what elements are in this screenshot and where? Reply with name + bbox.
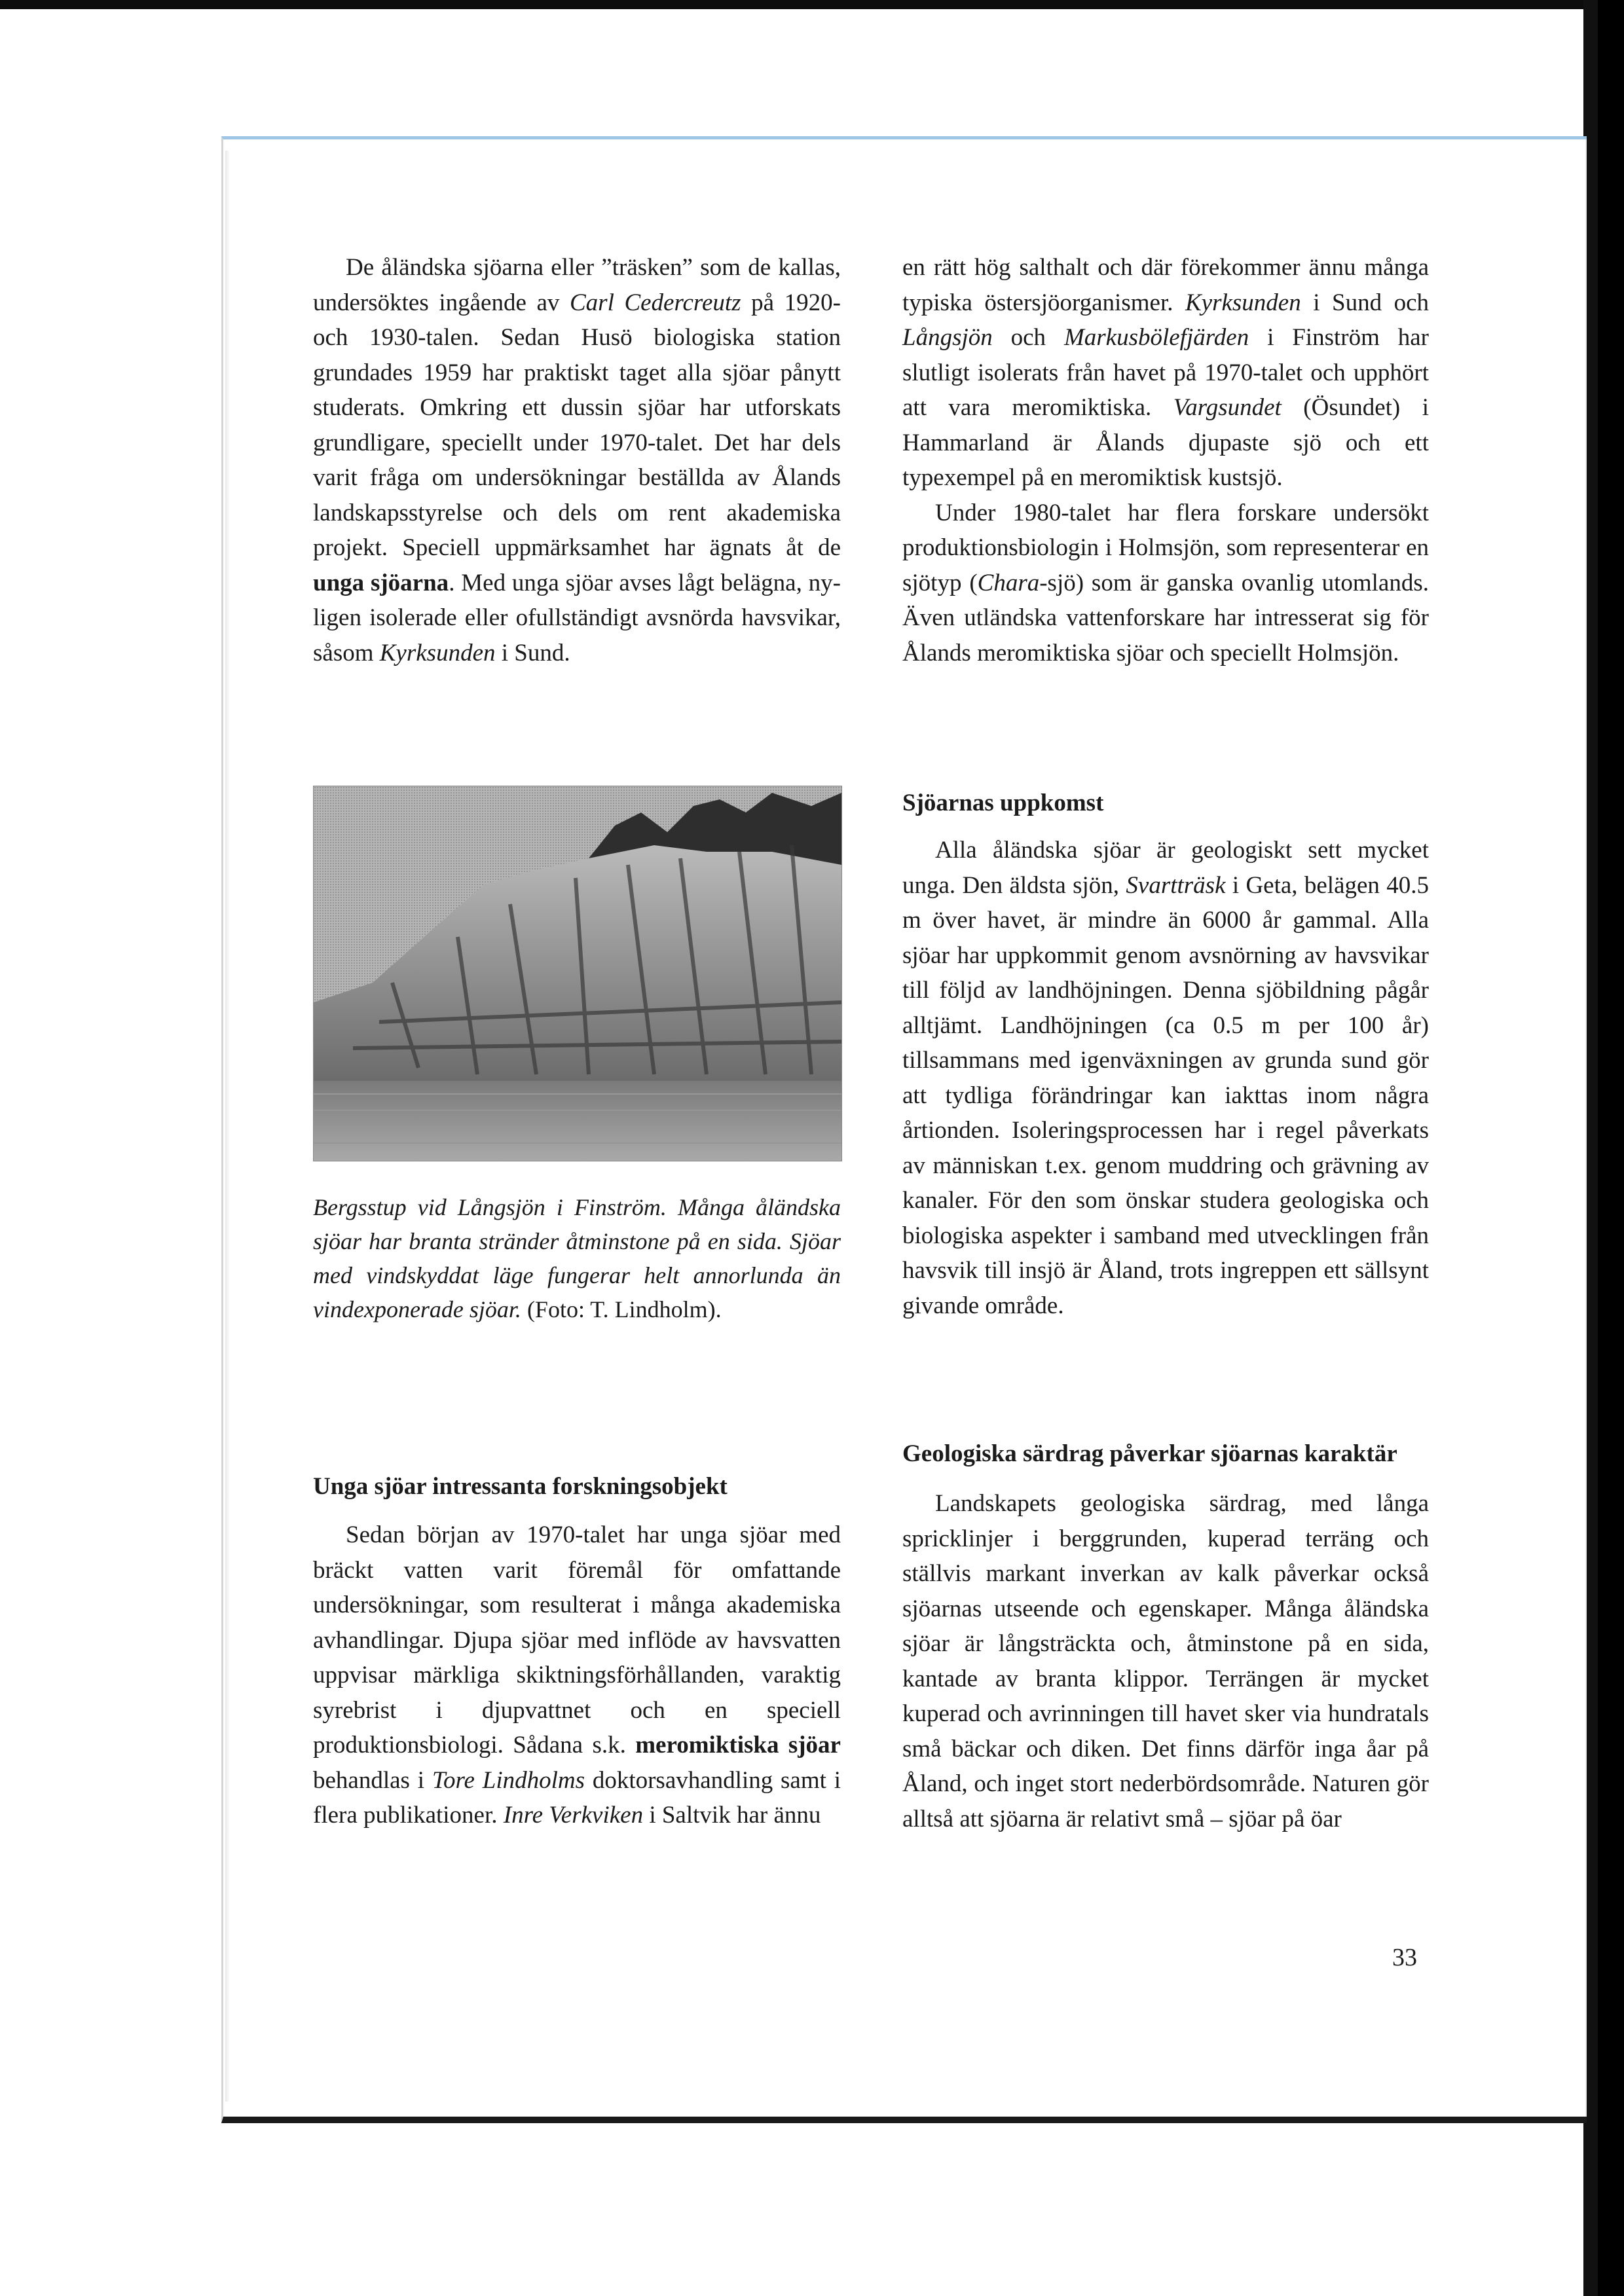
unga-paragraph (313, 1518, 841, 1833)
italic-run: Långsjön (902, 324, 993, 351)
italic-run: Bergsstup vid Långsjön i Finström. Många åländska sjöar har branta stränder åtminstone på en sida. Sjöar med vindskyddat läge fungerar helt annorlunda än vindexponerade sjöar. (313, 1194, 841, 1322)
section-heading-unga: Unga sjöar intressanta forskningsobjekt (313, 1473, 728, 1500)
bold-run: meromiktiska sjöar (635, 1732, 841, 1758)
text-run: i Sund och (1301, 289, 1429, 316)
scan-edge-top (0, 0, 1624, 9)
italic-run: Carl Cedercreutz (570, 289, 741, 316)
text-run: Alla åländska sjöar är geologiskt sett mycket unga. Den äldsta sjön, (902, 837, 1429, 899)
italic-run: Vargsundet (1173, 394, 1282, 421)
intro-paragraph (313, 250, 841, 670)
scan-edge-right (1598, 0, 1624, 2296)
right-paragraph-1 (902, 250, 1429, 496)
intro-column (313, 250, 841, 670)
right-column-top (902, 250, 1429, 670)
italic-run: Markusbölefjärden (1063, 324, 1249, 351)
text-run: en rätt hög salthalt och där förekommer ännu många typiska östersjöorganismer. (902, 254, 1429, 316)
lake-cliff-photo (313, 786, 842, 1161)
text-run: Landskapets geologiska särdrag, med långa spricklinjer i berggrunden, kuperad terräng och ställvis markant inverkan av kalk påverkar också sjöarnas utseende och egenskaper. Många åländska sjöar är långsträckta och, åtminstone på en sida, kantade av branta klippor. Terrängen är mycket kuperad och avrinningen till havet sker via hundratals små bäckar och diken. Det finns därför inga åar på Åland, och inget stort nederbördsområde. Naturen gör alltså att sjöarna är relativt små – sjöar på öar (902, 1490, 1429, 1832)
section-heading-uppkomst: Sjöarnas uppkomst (902, 790, 1104, 816)
photo-caption (313, 1190, 841, 1326)
italic-run: Kyrksunden (1185, 289, 1301, 316)
text-run: på 1920- och 1930-talen. Sedan Husö biologiska station grundades 1959 har praktiskt taget alla sjöar pånytt studerats. Omkring ett dussin sjöar har utforskats grundligare, speciellt under 1970-talet. Det har dels varit fråga om undersökningar beställda av Ålands landskapsstyrelse och dels om rent akademiska projekt. Speciell uppmärksamhet har ägnats åt de (313, 289, 841, 561)
scan-background-top (0, 0, 1624, 137)
italic-run: Kyrksunden (379, 639, 496, 666)
text-run: (Foto: T. Lindholm). (521, 1296, 722, 1322)
text-run: doktorsavhandling samt i flera publikationer. (313, 1766, 841, 1829)
text-run: i Saltvik har ännu (643, 1802, 821, 1829)
geologiska-paragraph (902, 1486, 1429, 1836)
right-paragraph-2 (902, 496, 1429, 671)
text-run: De åländska sjöarna eller ”träsken” som de kallas, undersöktes ingående av (313, 254, 841, 316)
text-run: Under 1980-talet har flera forskare undersökt produktionsbiologin i Holmsjön, som representerar en sjötyp ( (902, 499, 1429, 596)
section-heading-geologiska: Geologiska särdrag påverkar sjöarnas karaktär (902, 1440, 1397, 1467)
text-run: (Ösundet) i Hammarland är Ålands djupaste sjö och ett typexempel på en meromiktisk kustsjö. (902, 394, 1429, 491)
geologiska-column (902, 1486, 1429, 1836)
page-number: 33 (1392, 1944, 1417, 1971)
text-run: i Geta, belägen 40.5 m över havet, är mindre än 6000 år gammal. Alla sjöar har uppkommit genom avsnörning av havsvikar till följd av landhöjningen. Denna sjöbildning pågår alltjämt. Landhöjningen (ca 0.5 m per 100 år) tillsammans med igenväxningen av grunda sund gör att tydliga förändringar kan iakttas inom några årtionden. Isoleringsprocessen har i regel påverkats av människan t.ex. genom muddring och grävning av kanaler. För den som önskar studera geologiska och biologiska aspekter i samband med utvecklingen från havsvik till insjö är Åland, trots ingreppen ett sällsynt givande område. (902, 871, 1430, 1319)
italic-run: Svartträsk (1126, 871, 1226, 899)
photo-illustration (314, 786, 841, 1161)
bold-run: unga sjöarna (313, 569, 449, 596)
italic-run: Chara (977, 569, 1040, 596)
text-run: i Sund. (495, 639, 570, 666)
page-binding-shadow (225, 151, 229, 2102)
uppkomst-column (902, 833, 1429, 1323)
unga-column (313, 1518, 841, 1833)
text-run: och (992, 324, 1064, 351)
uppkomst-paragraph (902, 833, 1429, 1323)
text-run: behandlas i (313, 1766, 432, 1794)
text-run: -sjö) som är ganska ovanlig utomlands. Även utländska vattenforskare har intresserat sig för Ålands meromiktiska sjöar och speciellt Holmsjön. (902, 569, 1429, 666)
italic-run: Tore Lindholms (432, 1766, 585, 1794)
italic-run: Inre Verkviken (503, 1802, 644, 1829)
text-run: . Med unga sjöar avses lågt belägna, nyligen isolerade eller ofullständigt avsnörda havsvikar, såsom (313, 569, 841, 666)
text-run: i Finström har slutligt isolerats från havet på 1970-talet och upphört att vara meromiktiska. (902, 324, 1429, 421)
text-run: Sedan början av 1970-talet har unga sjöar med bräckt vatten varit föremål för omfattande undersökningar, som resulterat i många akademiska avhandlingar. Djupa sjöar med inflöde av havsvatten uppvisar märkliga skiktningsförhållanden, varaktig syrebrist i djupvattnet och en speciell produktionsbiologi. Sådana s.k. (313, 1522, 841, 1758)
